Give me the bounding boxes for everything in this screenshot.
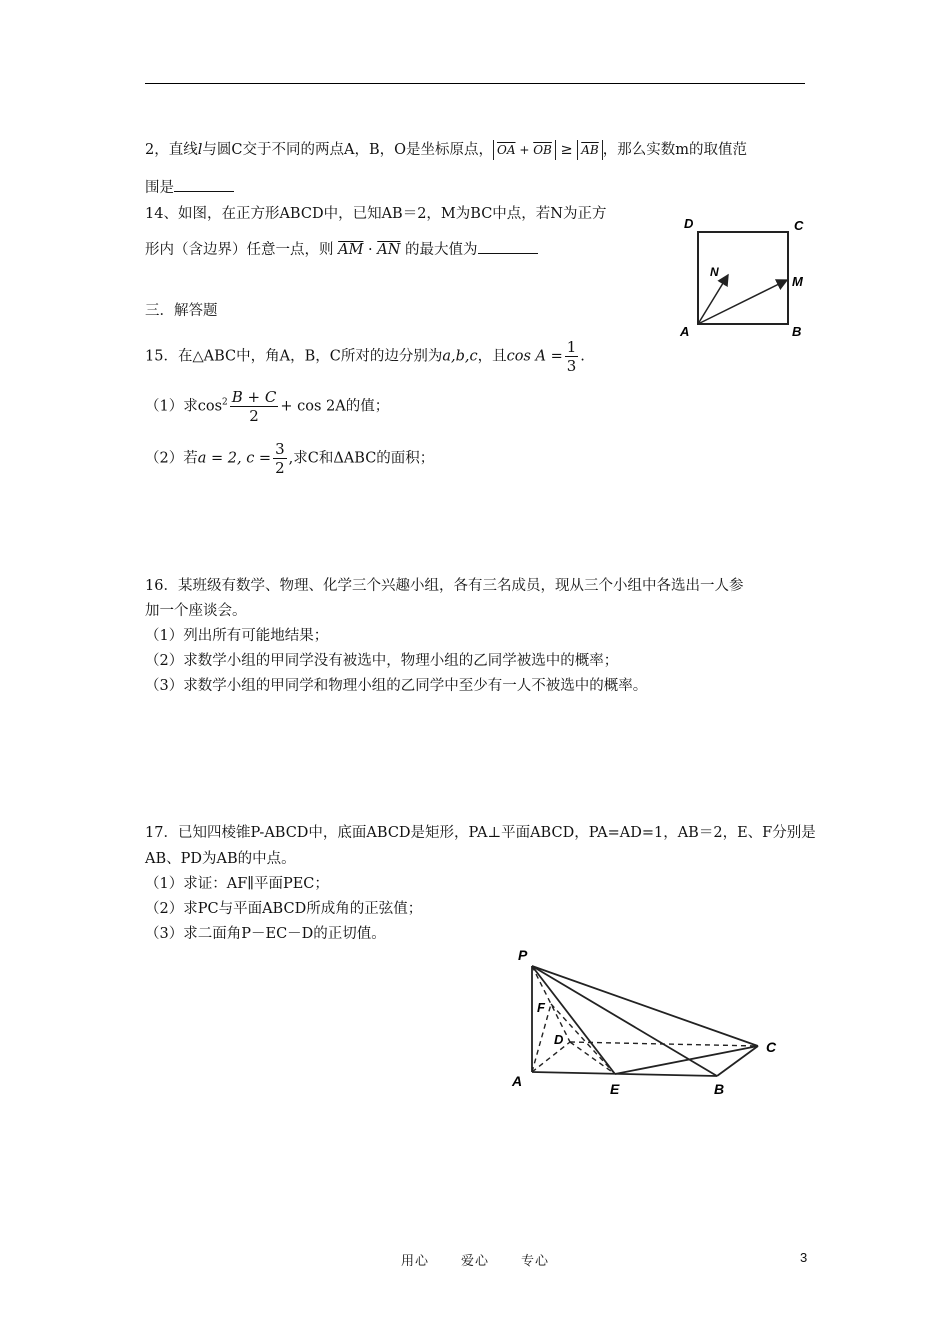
label-c: C — [766, 1039, 777, 1055]
q14-line2: 形内（含边界）任意一点，则 $\overline{AM} \cdot \overline{AN}$ 的最大值为 — [145, 239, 538, 260]
answer-blank — [174, 177, 234, 192]
fraction-three-halves: $\frac{3}{2}$ — [275, 440, 285, 477]
q15-line1: 15．在△ABC中，角A，B，C所对的边分别为a,b,c，且cos A = $\frac{1}{3}$ . — [145, 338, 585, 375]
q16-line1: 16．某班级有数学、物理、化学三个兴趣小组，各有三名成员，现从三个小组中各选出一人参 — [145, 578, 744, 594]
section-heading: 三．解答题 — [145, 303, 218, 319]
edge-pe — [532, 966, 615, 1074]
q16-part3: （3）求数学小组的甲同学和物理小组的乙同学中至少有一人不被选中的概率。 — [145, 678, 648, 694]
vector-norm-sum: $\overline{OA} + \overline{OB}$ — [493, 140, 556, 160]
edge-ec — [615, 1046, 758, 1074]
square-figure — [670, 210, 820, 350]
label-a: A — [680, 324, 690, 339]
q16-part2: （2）求数学小组的甲同学没有被选中，物理小组的乙同学被选中的概率； — [145, 653, 619, 669]
label-d: D — [554, 1032, 564, 1047]
q17-line1: 17．已知四棱锥P-ABCD中，底面ABCD是矩形，PA⊥平面ABCD，PA=AD=1，AB＝2，E、F分别是 — [145, 825, 816, 841]
vector-norm-ab: $\overline{AB}$ — [577, 140, 602, 160]
segment-de — [570, 1042, 615, 1074]
q14-line1: 14、如图，在正方形ABCD中，已知AB＝2，M为BC中点，若N为正方 — [145, 206, 607, 222]
footer-word-3: 专心 — [521, 1254, 550, 1269]
page-footer — [0, 1250, 950, 1269]
label-c: C — [794, 218, 804, 233]
label-b: B — [792, 324, 802, 339]
header-rule — [145, 83, 805, 84]
page-number: 3 — [800, 1250, 808, 1265]
label-m: M — [792, 274, 803, 289]
q17-part2: （2）求PC与平面ABCD所成角的正弦值； — [145, 901, 423, 917]
footer-word-1: 用心 — [400, 1254, 429, 1269]
q16-line2: 加一个座谈会。 — [145, 603, 247, 619]
q17-part3: （3）求二面角P－EC－D的正切值。 — [145, 926, 386, 942]
label-n: N — [710, 265, 719, 279]
label-e: E — [610, 1081, 620, 1097]
q15-part1: （1）求$\cos^2$ $\frac{B + C}{2}$ + cos 2A的值； — [145, 388, 390, 425]
label-p: P — [518, 947, 528, 963]
q16-part1: （1）列出所有可能地结果； — [145, 628, 329, 644]
edge-ad — [532, 1042, 570, 1072]
q17-line2: AB、PD为AB的中点。 — [145, 851, 296, 867]
label-d: D — [684, 216, 694, 231]
label-b: B — [714, 1081, 725, 1097]
label-a: A — [512, 1073, 523, 1089]
q15-part2: （2）若a = 2, c = $\frac{3}{2}$ ,求C和ΔABC的面积； — [145, 440, 435, 477]
fraction-b-plus-c: $\frac{B + C}{2}$ — [231, 388, 277, 425]
q2-line2: 围是 — [145, 177, 234, 198]
footer-word-2: 爱心 — [460, 1254, 489, 1269]
answer-blank — [478, 239, 538, 254]
q2-line1: 2，直线l与圆C交于不同的两点A，B，O是坐标原点， $\overline{OA} + \overline{OB} \ge \overline{AB}$ ，那么实数m的取值范 — [145, 142, 747, 158]
pyramid-figure — [500, 940, 800, 1100]
fraction-one-third: $\frac{1}{3}$ — [566, 338, 577, 375]
label-f: F — [537, 1000, 545, 1015]
q17-part1: （1）求证：AF∥平面PEC； — [145, 876, 329, 892]
